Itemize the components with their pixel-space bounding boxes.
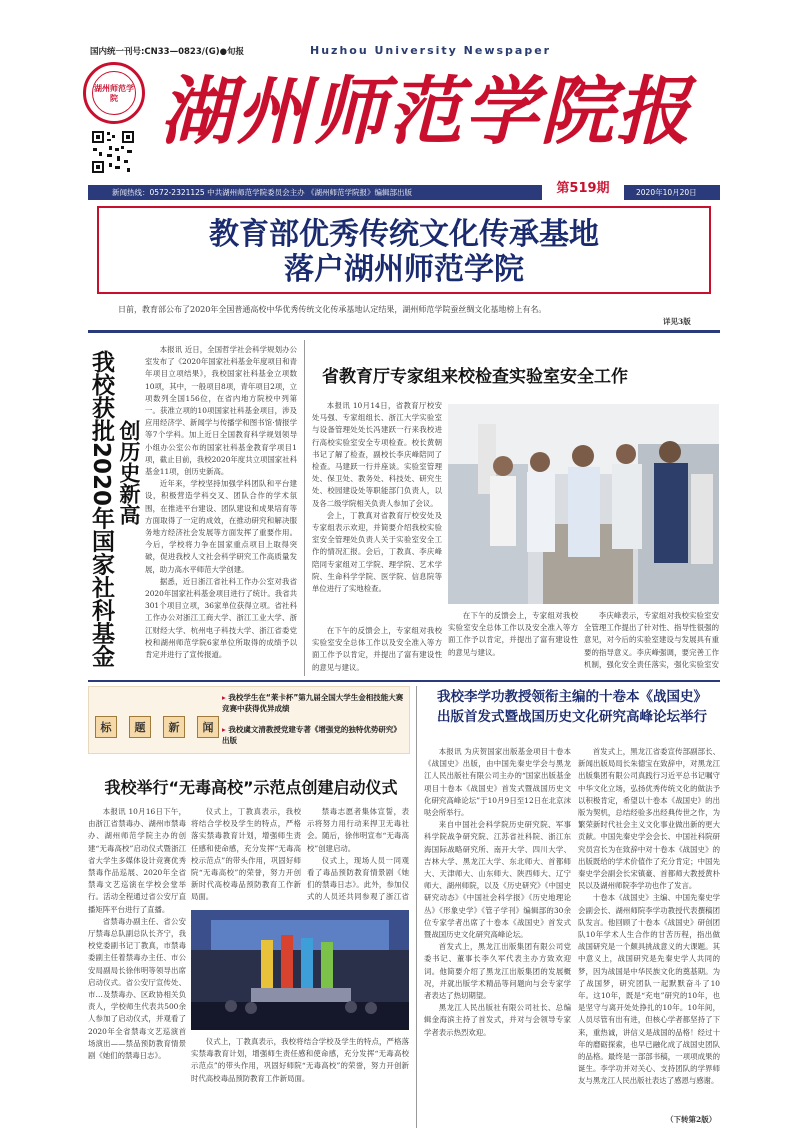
book-p5: 首发式上，黑龙江省委宣传部副部长、新闻出版局局长朱德宝在致辞中，对黑龙江出版集团有限公司真践行习近平总书记嘱守中华文化立场，弘扬优秀传统文化的做法予以积极肯定，希望以十卷本《战国史》的出版为契机，总结经验多出经典传世之作，为繁荣新时代社会主义文化事业做出新的更大贡献。中国先秦史学会会长、中国社科院研究员宫长为在致辞中对十卷本《战国史》的出版既给的学术价值作了充分肯定；中国先秦史学会副会长宋镇豪、首都师大教授黄朴民以及湖州师院李学功也作了发言。 [578, 747, 720, 891]
logo-text: 湖州师范学院 [94, 83, 134, 103]
bullet-icon: ▸ [222, 725, 229, 734]
book-p6: 十卷本《战国史》主编、中国先秦史学会副会长、湖州师院李学功教授代表撰稿团队发言。他回顾了十卷本《战国史》研创团队10年学术人生合作的甘苦历程，指出做战国研究是一个颇具挑战意义的大课题。其中意义上，战国研究是先秦史学人共同的梦，因为战国是中华民族文化的奠基期。为了战国梦，研究团队一起默默奋斗了10年。这10年，既是“充电”研究的10年，也是坚守与离开处处挣扎的10年。10年间，人员尽管有出有进，但核心学者都坚持了下来，重热诚，讲信义是战国的品格！经过十年的磨砺探索，也早已融化成了战国史团队的品格。最终是一部部书稿，一项项成果的诞生。李学功并对关心、支持团队的学界师友与黑龙江人民出版社表达了感恩与感谢。 [578, 893, 720, 1086]
brief-item-2-text: 我校虞文清教授党建专著《增强党的独特优势研究》出版 [222, 725, 401, 745]
brief-item-2 [222, 724, 406, 746]
drug-p1: 本报讯 10月16日下午，由浙江省禁毒办、湖州市禁毒办、湖州师范学院主办的创建“无毒高校”启动仪式暨浙江省大学生多媒体设计竞赛优秀禁毒作品巡展、2020年全省禁毒文艺巡演在学校会堂举行。活动全程通过省公安厅直播矩阵平台进行了直播。 [88, 807, 186, 914]
mid-rule [88, 680, 720, 682]
safety-p1: 本报讯 10月14日，省教育厅校安处马强、专家组组长、浙江大学实验室与设备管理处处长冯建跃一行来我校进行高校实验室安全专项检查。校长黄朝书记了解了检查，副校长李庆峰陪同了检查。马建跃一行并座谈。实验室管理处、保卫处、教务处、科技处、研究生处、校园建设处等职能部门负责人，以及各二级学院相关负责人参加了会议。 [312, 401, 442, 508]
lead-see-page: 详见3版 [663, 317, 691, 326]
column-divider [304, 340, 305, 676]
drug-p3: 仪式上，丁教真表示，我校将结合学校及学生的特点，严格落实禁毒教育计划，增强师生责任感和使命感，充分发挥“无毒高校示范点”的带头作用，巩固好师院“无毒高校”的荣誉，努力开创新时代高校毒品预防教育工作新局面。 [191, 807, 301, 902]
newspaper-title: 湖州师范学院报 [160, 69, 692, 155]
university-logo [83, 62, 145, 124]
book-headline-line1: 我校李学功教授领衔主编的十卷本《战国史》 [437, 689, 707, 705]
book-p2: 来自中国社会科学院历史研究院、军事科学院战争研究院、江苏省社科院、浙江东海国际战略研究所、南开大学、四川大学、吉林大学、黑龙江大学、东北师大、首都师大、天津师大、山东师大、陕西师大、辽宁师大、湖州师院，以及《历史研究》《中国史研究动态》《中国社会科学报》《历史地理论丛》《形象史学》《管子学刊》编辑部的30余位专家学者出席了十卷本《战国史》首发式暨战国历史文化研究高峰论坛。 [424, 820, 571, 940]
grant-p2: 近年来，学校坚持加强学科团队和平台建设，积极营造学科交叉、团队合作的学术氛围，在推进平台建设、团队建设和成果培育等方面取得了一定的成效，在推动研究和解决服务地方经济社会发展等方面发挥了重要作用。今后，学校将力争在国家重点项目上取得突破，促进我校人文社会科学研究工作高质量发展，助力高水平师范大学创建。 [145, 479, 297, 574]
drug-story-col3 [307, 806, 409, 904]
drug-p3b: 仪式上，丁教真表示，我校将结合学校及学生的特点，严格落实禁毒教育计划，增强师生责任感和使命感，充分发挥“无毒高校示范点”的带头作用，巩固好师院“无毒高校”的荣誉，努力开创新时代高校毒品预防教育工作新局面。 [191, 1037, 409, 1083]
info-bar-text: 新闻热线：0572-2321125 中共湖州师范学院委员会主办 《湖州师范学院报》编辑部出版 [112, 188, 412, 197]
issue-number: 第519期 [542, 178, 624, 200]
grant-story-body [145, 344, 297, 674]
lead-headline-line1: 教育部优秀传统文化传承基地 [209, 217, 599, 252]
grant-p3: 据悉，近日浙江省社科工作办公室对我省2020年国家社科基金项目进行了统计。我省共301个项目立项，36家单位获得立项。省社科工作办公对浙江工商大学、浙江工业大学、浙江财经大学、杭州电子科技大学、浙江省委党校和湖州师范学院6家单位所取得的成绩予以肯定并进行了宣传报道。 [145, 576, 297, 660]
book-headline-line2: 出版首发式暨战国历史文化研究高峰论坛举行 [437, 709, 707, 725]
book-continued: （下转第2版） [666, 1115, 717, 1124]
label-char-4: 闻 [197, 716, 219, 738]
drug-p6: 禁毒志愿者集体宣誓，表示将努力用行动来捍卫无毒社会。随后，徐伟明宣布“无毒高校”创建启动。 [307, 807, 409, 853]
safety-headline: 省教育厅专家组来校检查实验室安全工作 [322, 367, 628, 387]
safety-p3: 在下午的反馈会上，专家组对我校实验室安全总体工作以及安全准入等方面工作予以肯定，并提出了富有建设性的意见与建议。 [448, 611, 578, 657]
lead-rule [88, 330, 720, 333]
english-title: Huzhou University Newspaper [310, 44, 552, 57]
safety-p3b: 在下午的反馈会上，专家组对我校实验室安全总体工作以及安全准入等方面工作予以肯定，并提出了富有建设性的意见与建议。 [312, 626, 442, 672]
label-char-3: 新 [163, 716, 185, 738]
safety-p2: 会上，丁教真对省教育厅校安处及专家组表示欢迎，并简要介绍我校实验室安全管理处负责人关于实验室安全工作的情况汇报。会后，丁教真、李庆峰陪同专家组对工学院、理学院、艺术学院、生命科学学院、医学院、信息院等单位进行了实地检查。 [312, 510, 442, 594]
book-story-col1 [424, 746, 571, 1128]
column-divider-2 [416, 686, 417, 1128]
label-char-2: 题 [129, 716, 151, 738]
issue-date: 2020年10月20日 [636, 188, 697, 197]
drug-story-col2b [191, 1036, 409, 1128]
book-p1: 本报讯 为庆贺国家出版基金项目十卷本《战国史》出版，由中国先秦史学会与黑龙江人民出版社有限公司主办的“国家出版基金项目十卷本《战国史》首发式暨战国历史文化研究高峰论坛”于10月9日至12日在北京沫哒会所举行。 [424, 747, 571, 818]
safety-story-col3 [584, 610, 719, 672]
brief-news-label [95, 716, 219, 738]
lab-inspection-photo [448, 404, 719, 604]
qr-code [91, 130, 135, 174]
lead-headline-line2: 落户湖州师范学院 [284, 252, 524, 287]
safety-story-col2 [448, 610, 578, 672]
drug-headline: 我校举行“无毒高校”示范点创建启动仪式 [104, 778, 398, 797]
drug-story-col2 [191, 806, 301, 904]
lead-headline-box [97, 206, 711, 294]
issn-line: 国内统一刊号:CN33—0823/(G)●旬报 [90, 47, 245, 57]
grant-p1: 本报讯 近日，全国哲学社会科学规划办公室发布了《2020年国家社科基金年度项目和青年项目立项结果》，我校国家社科基金立项数10项，其中，一般项目8项，青年项目2项，立项数列全国156位，在省内地方院校中列第一。获准立项的10项国家社科基金项目，涉及应用经济学、新闻学与传播学和图书馆·情报学等7个学科。加上近日全国教育科学规划领导小组办公室公布的国家社科基金教育学项目1项，截止目前，我校2020年度共立项国家社科基金11项，创历史新高。 [145, 345, 297, 477]
label-char-1: 标 [95, 716, 117, 738]
safety-story-col1 [312, 400, 442, 625]
book-p3: 首发式上，黑龙江出版集团有限公司党委书记、董事长李久军代表主办方致欢迎词。他简要介绍了黑龙江出版集团的发展概况，并就出版学术精品等问题向与会专家学者表达了热切期望。 [424, 942, 571, 1001]
brief-item-1 [222, 692, 406, 714]
book-p4: 黑龙江人民出版社有限公司社长、总编辑金海滨主持了首发式，并对与会领导专家学者表示热烈欢迎。 [424, 1003, 571, 1037]
drug-p7: 仪式上，现场人员一同观看了毒品预防教育情景剧《她们的禁毒日志》。此外，参加仪式的人员还共同参观了浙江省 [307, 855, 409, 902]
safety-story-col1b [312, 625, 442, 675]
book-story-col2 [578, 746, 720, 1112]
safety-p4: 李庆峰表示，专家组对我校实验室安全管理工作提出了针对性、指导性很强的意见，对今后的实验室建设与发展具有重要的指导意义。李庆峰强调，要完善工作机制，强化安全责任落实，强化实验室安 [584, 611, 719, 669]
drug-story-col1 [88, 806, 186, 1128]
lead-summary: 日前，教育部公布了2020年全国普通高校中华优秀传统文化传承基地认定结果，湖州师范学院蚕丝绸文化基地榜上有名。 [118, 305, 547, 314]
drug-p2: 省禁毒办副主任、省公安厅禁毒总队副总队长齐宁，我校党委副书记丁教真，市禁毒委副主任着禁毒办主任、市公安局副局长徐伟明等领导出席启动仪式。省公安厅宣传处、市…及禁毒办、区政协相关负责人，学校师生代表共500余人参加了启动仪式，并观看了2020年全省禁毒文艺巡演首场演出——禁品预防教育情景剧《她们的禁毒日志》。 [88, 916, 186, 1061]
grant-headline-vertical: 我校获批2020年国家社科基金 [88, 350, 114, 668]
grant-subheadline-vertical: 创历史新高 [117, 420, 141, 525]
bullet-icon: ▸ [222, 693, 229, 702]
brief-item-1-text: 我校学生在“莱卡杯”第九届全国大学生金相技能大赛竞赛中获得优异成绩 [222, 693, 404, 713]
drug-ceremony-photo [191, 910, 409, 1030]
